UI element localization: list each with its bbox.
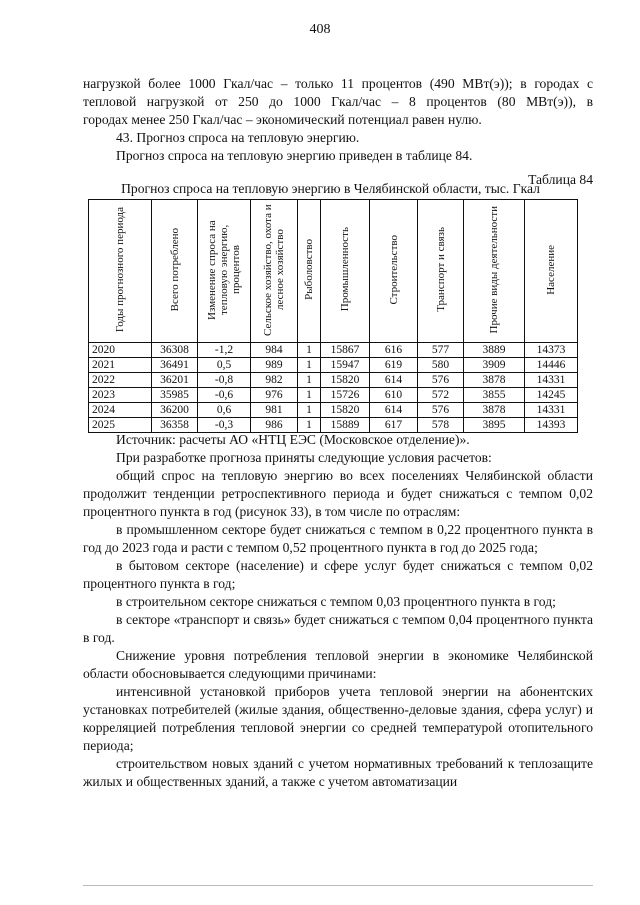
year-cell: 2021 <box>89 358 152 373</box>
value-cell: 15947 <box>321 358 370 373</box>
value-cell: 14373 <box>525 343 578 358</box>
table-row <box>89 373 578 388</box>
value-cell: 1 <box>298 418 321 433</box>
value-cell: 3855 <box>464 388 525 403</box>
value-cell: 1 <box>298 358 321 373</box>
table-title: Прогноз спроса на тепловую энергию в Челябинской области, тыс. Гкал <box>121 181 540 196</box>
value-cell: 14393 <box>525 418 578 433</box>
section-intro: Прогноз спроса на тепловую энергию приведен в таблице 84. <box>116 148 473 163</box>
value-cell: 617 <box>370 418 418 433</box>
year-cell: 2024 <box>89 403 152 418</box>
value-cell: 3889 <box>464 343 525 358</box>
value-cell: 577 <box>418 343 464 358</box>
condition-item: в промышленном секторе будет снижаться с темпом в 0,22 процентного пункта в год до 2023 года и расти с темпом 0,52 процентного пункта в год до 2025 года; <box>83 522 593 555</box>
value-cell: -1,2 <box>198 343 251 358</box>
value-cell: 1 <box>298 373 321 388</box>
value-cell: 15820 <box>321 373 370 388</box>
value-cell: 580 <box>418 358 464 373</box>
value-cell: 36491 <box>152 358 198 373</box>
intro-line-3: городах менее 250 Гкал/час – экономический потенциал равен нулю. <box>83 112 482 127</box>
value-cell: 576 <box>418 373 464 388</box>
body-text <box>83 431 593 791</box>
year-cell: 2025 <box>89 418 152 433</box>
page-number: 408 <box>309 22 331 37</box>
value-cell: -0,3 <box>198 418 251 433</box>
value-cell: 15889 <box>321 418 370 433</box>
value-cell: 15867 <box>321 343 370 358</box>
value-cell: 3878 <box>464 403 525 418</box>
header-cell: Транспорт и связь <box>418 200 464 343</box>
value-cell: 1 <box>298 403 321 418</box>
value-cell: 989 <box>251 358 298 373</box>
value-cell: 36201 <box>152 373 198 388</box>
value-cell: 614 <box>370 373 418 388</box>
value-cell: 576 <box>418 403 464 418</box>
value-cell: 15726 <box>321 388 370 403</box>
value-cell: 982 <box>251 373 298 388</box>
value-cell: 981 <box>251 403 298 418</box>
table-row <box>89 403 578 418</box>
header-cell: Промышленность <box>321 200 370 343</box>
value-cell: 36358 <box>152 418 198 433</box>
reason-item: строительством новых зданий с учетом нормативных требований к теплозащите жилых и общественных зданий, а также с учетом автоматизации <box>83 756 593 789</box>
value-cell: 976 <box>251 388 298 403</box>
value-cell: 610 <box>370 388 418 403</box>
value-cell: 3909 <box>464 358 525 373</box>
value-cell: 578 <box>418 418 464 433</box>
table-header-row <box>89 200 578 343</box>
condition-item: общий спрос на тепловую энергию во всех поселениях Челябинской области продолжит тенденции ретроспективного периода и будет снижаться с темпом 0,02 процентного пункта в год (рисунок 33), в том числе по отраслям: <box>83 468 593 519</box>
value-cell: 572 <box>418 388 464 403</box>
value-cell: 986 <box>251 418 298 433</box>
header-cell: Рыболовство <box>298 200 321 343</box>
table-row <box>89 388 578 403</box>
header-cell: Изменение спроса на тепловую энергию, процентов <box>198 200 251 343</box>
table-row <box>89 343 578 358</box>
year-cell: 2022 <box>89 373 152 388</box>
value-cell: 36200 <box>152 403 198 418</box>
value-cell: 35985 <box>152 388 198 403</box>
value-cell: 14331 <box>525 373 578 388</box>
year-cell: 2020 <box>89 343 152 358</box>
value-cell: 0,5 <box>198 358 251 373</box>
header-cell: Прочие виды деятельности <box>464 200 525 343</box>
year-cell: 2023 <box>89 388 152 403</box>
page-bottom-divider <box>83 885 593 886</box>
condition-item: в секторе «транспорт и связь» будет снижаться с темпом 0,04 процентного пункта в год. <box>83 612 593 645</box>
value-cell: 3895 <box>464 418 525 433</box>
conditions-intro: При разработке прогноза приняты следующие условия расчетов: <box>116 450 492 465</box>
intro-line-2: тепловой нагрузкой от 250 до 1000 Гкал/час – 8 процентов (80 МВт(э)), в <box>83 94 593 109</box>
value-cell: 14331 <box>525 403 578 418</box>
value-cell: 614 <box>370 403 418 418</box>
header-cell: Сельское хозяйство, охота и лесное хозяйство <box>251 200 298 343</box>
header-cell: Строительство <box>370 200 418 343</box>
value-cell: 1 <box>298 343 321 358</box>
table-row <box>89 358 578 373</box>
value-cell: 1 <box>298 388 321 403</box>
section-heading: 43. Прогноз спроса на тепловую энергию. <box>116 130 360 145</box>
value-cell: 14446 <box>525 358 578 373</box>
condition-item: в строительном секторе снижаться с темпом 0,03 процентного пункта в год; <box>116 594 556 609</box>
header-cell: Всего потреблено <box>152 200 198 343</box>
forecast-table <box>88 199 578 433</box>
reason-item: интенсивной установкой приборов учета тепловой энергии на абонентских установках потребителей (жилые здания, общественно-деловые здания, сфера услуг) и корреляцией потребления тепловой энергии со средней температурой отопительного периода; <box>83 684 593 753</box>
value-cell: 14245 <box>525 388 578 403</box>
value-cell: -0,6 <box>198 388 251 403</box>
value-cell: 15820 <box>321 403 370 418</box>
table-source: Источник: расчеты АО «НТЦ ЕЭС (Московское отделение)». <box>116 432 470 447</box>
value-cell: 616 <box>370 343 418 358</box>
value-cell: -0,8 <box>198 373 251 388</box>
intro-line-1: нагрузкой более 1000 Гкал/час – только 11 процентов (490 МВт(э)); в городах с <box>83 76 593 91</box>
reasons-intro: Снижение уровня потребления тепловой энергии в экономике Челябинской области обосновывается следующими причинами: <box>83 648 593 681</box>
value-cell: 36308 <box>152 343 198 358</box>
value-cell: 3878 <box>464 373 525 388</box>
value-cell: 984 <box>251 343 298 358</box>
header-cell: Население <box>525 200 578 343</box>
condition-item: в бытовом секторе (население) и сфере услуг будет снижаться с темпом 0,02 процентного пункта в год; <box>83 558 593 591</box>
value-cell: 0,6 <box>198 403 251 418</box>
intro-paragraph <box>83 75 593 165</box>
value-cell: 619 <box>370 358 418 373</box>
header-cell: Годы прогнозного периода <box>89 200 152 343</box>
table-number: Таблица 84 <box>528 172 593 187</box>
